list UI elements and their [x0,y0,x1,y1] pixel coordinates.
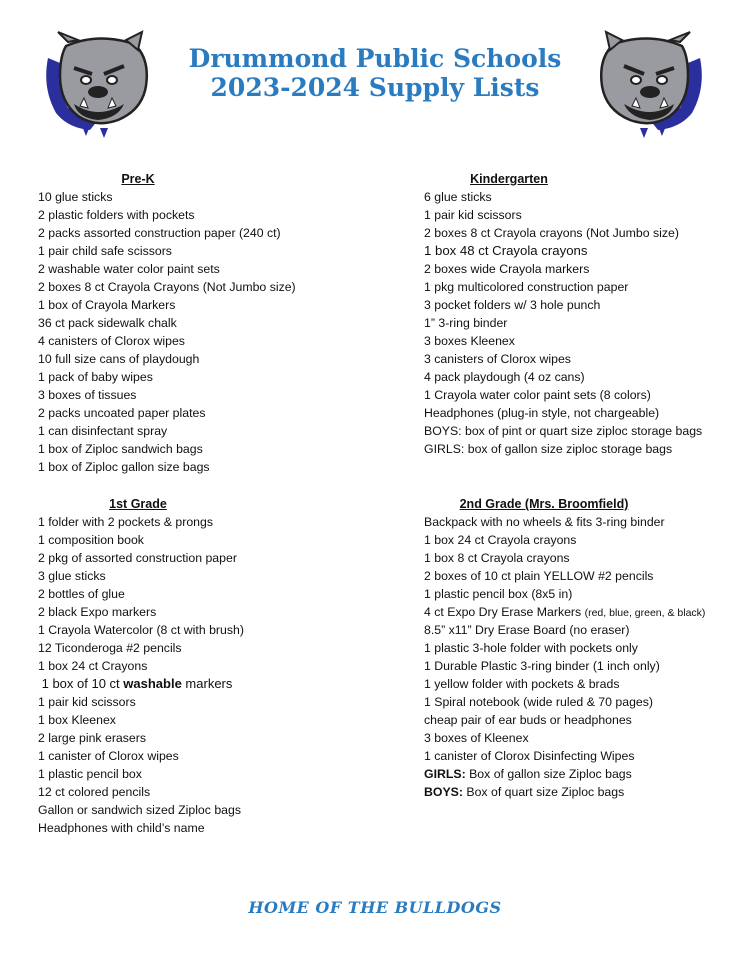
list-item: 1 Crayola Watercolor (8 ct with brush) [38,623,244,637]
list-item: 1 plastic pencil box [38,767,142,781]
list-item: 2 black Expo markers [38,605,157,619]
list-item: 1 box of Crayola Markers [38,298,176,312]
list-item: 2 large pink erasers [38,731,146,745]
bulldog-mascot-right [590,28,710,138]
list-item: 8.5” x11” Dry Erase Board (no eraser) [424,623,630,637]
grade1-section [38,495,338,837]
list-item: 1 canister of Clorox wipes [38,749,179,763]
list-item: 2 boxes 8 ct Crayola crayons (Not Jumbo size) [424,226,679,240]
list-item: 1 plastic pencil box (8x5 in) [424,587,573,601]
list-item: 1 box of Ziploc sandwich bags [38,442,203,456]
list-item: 1” 3-ring binder [424,316,508,330]
list-item: Backpack with no wheels & fits 3-ring binder [424,515,665,529]
list-item: 1 composition book [38,533,144,547]
list-item: 1 can disinfectant spray [38,424,168,438]
list-item: 1 pack of baby wipes [38,370,153,384]
list-item: 4 canisters of Clorox wipes [38,334,185,348]
item-text: markers [181,676,233,691]
list-item: 1 plastic 3-hole folder with pockets only [424,641,638,655]
kindergarten-list [424,188,744,458]
list-item: 3 glue sticks [38,569,106,583]
list-item: 1 box 8 ct Crayola crayons [424,551,570,565]
list-item: 3 pocket folders w/ 3 hole punch [424,298,601,312]
grade1-list [38,513,338,837]
prek-list [38,188,338,476]
list-item: 3 boxes Kleenex [424,334,515,348]
list-item: 1 pkg multicolored construction paper [424,280,629,294]
list-item: 10 glue sticks [38,190,113,204]
list-item: 1 box 24 ct Crayola crayons [424,533,577,547]
grade1-heading: 1st Grade [109,497,167,511]
item-text: Box of gallon size Ziploc bags [465,767,632,781]
list-item: 2 pkg of assorted construction paper [38,551,237,565]
title-line-2: 2023-2024 Supply Lists [210,73,540,102]
list-item: 1 pair child safe scissors [38,244,172,258]
list-item: 2 boxes 8 ct Crayola Crayons (Not Jumbo size) [38,280,296,294]
list-item: BOYS: box of pint or quart size ziploc storage bags [424,424,703,438]
list-item: 1 Crayola water color paint sets (8 colors) [424,388,651,402]
kindergarten-section [424,170,744,458]
list-item: Gallon or sandwich sized Ziploc bags [38,803,242,817]
bulldog-icon [590,28,710,138]
item-note: (red, blue, green, & black) [584,607,706,619]
list-item: Headphones with child’s name [38,821,205,835]
list-item: 2 washable water color paint sets [38,262,220,276]
page-title [150,44,600,102]
list-item: 1 box 24 ct Crayons [38,659,148,673]
item-label: BOYS: [424,785,463,799]
list-item: cheap pair of ear buds or headphones [424,713,632,727]
grade2-heading: 2nd Grade (Mrs. Broomfield) [459,497,629,511]
list-item: 1 box of Ziploc gallon size bags [38,460,210,474]
title-line-1: Drummond Public Schools [188,44,562,73]
item-emphasis: washable [123,676,182,691]
list-item: 4 pack playdough (4 oz cans) [424,370,585,384]
list-item: 1 yellow folder with pockets & brads [424,677,620,691]
grade2-list [424,513,744,801]
list-item [38,675,338,693]
list-item: 12 ct colored pencils [38,785,151,799]
item-text: Box of quart size Ziploc bags [462,785,625,799]
list-item: 10 full size cans of playdough [38,352,200,366]
list-item: 36 ct pack sidewalk chalk [38,316,177,330]
list-item: 6 glue sticks [424,190,492,204]
item-text: 4 ct Expo Dry Erase Markers [424,605,585,619]
list-item: 2 packs assorted construction paper (240 ct) [38,226,281,240]
kindergarten-heading: Kindergarten [470,172,548,186]
item-label: GIRLS: [424,767,466,781]
list-item: 1 folder with 2 pockets & prongs [38,515,213,529]
list-item: 3 canisters of Clorox wipes [424,352,571,366]
prek-section [38,170,338,476]
bulldog-mascot-left [38,28,158,138]
list-item [424,783,744,801]
list-item: 12 Ticonderoga #2 pencils [38,641,182,655]
list-item: Headphones (plug-in style, not chargeable) [424,406,660,420]
list-item: 2 boxes wide Crayola markers [424,262,590,276]
list-item: 2 plastic folders with pockets [38,208,195,222]
footer-slogan: HOME OF THE BULLDOGS [248,898,502,917]
list-item: 1 pair kid scissors [38,695,136,709]
bulldog-icon [38,28,158,138]
list-item: 1 Spiral notebook (wide ruled & 70 pages) [424,695,653,709]
list-item: 1 canister of Clorox Disinfecting Wipes [424,749,635,763]
list-item: GIRLS: box of gallon size ziploc storage bags [424,442,673,456]
list-item: 3 boxes of tissues [38,388,137,402]
item-text: 1 box of 10 ct [38,676,124,691]
list-item: 1 box 48 ct Crayola crayons [424,243,588,258]
list-item: 2 boxes of 10 ct plain YELLOW #2 pencils [424,569,654,583]
list-item: 1 box Kleenex [38,713,116,727]
list-item: 1 pair kid scissors [424,208,522,222]
list-item: 2 packs uncoated paper plates [38,406,206,420]
list-item: 2 bottles of glue [38,587,125,601]
prek-heading: Pre-K [121,172,155,186]
list-item: 3 boxes of Kleenex [424,731,529,745]
grade2-section [424,495,744,801]
list-item [424,603,744,621]
list-item [424,765,744,783]
list-item: 1 Durable Plastic 3-ring binder (1 inch only) [424,659,660,673]
